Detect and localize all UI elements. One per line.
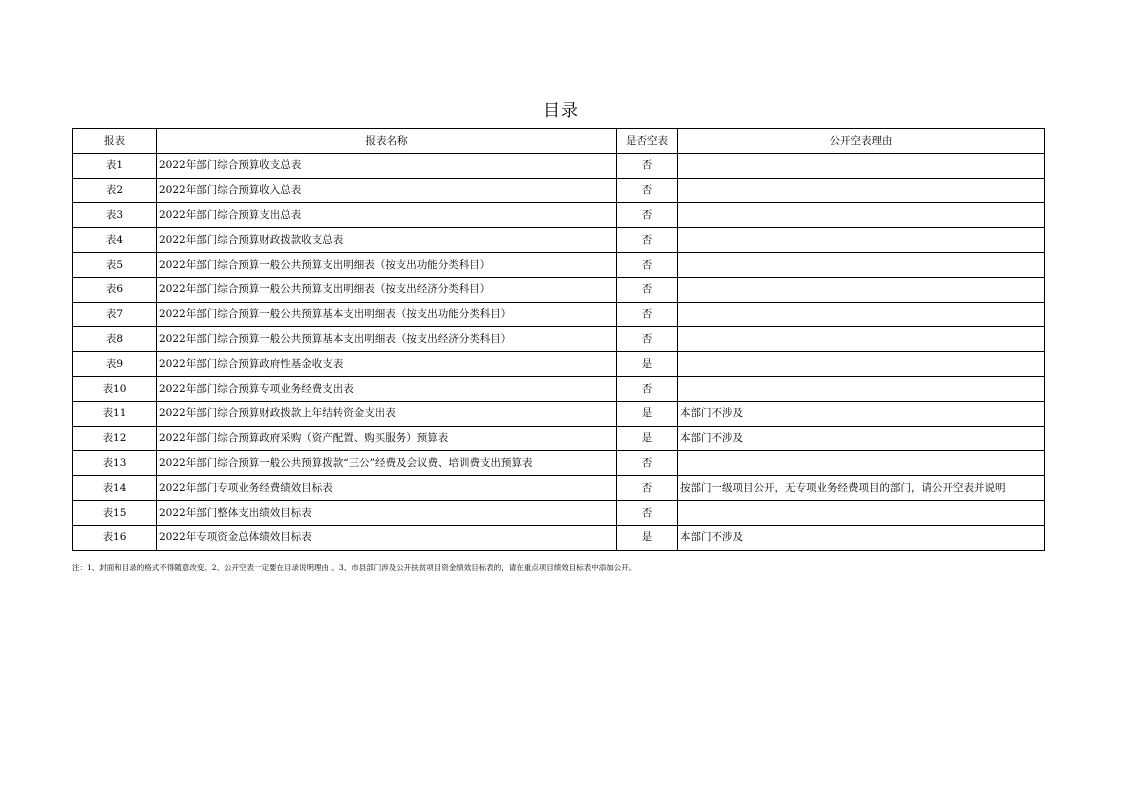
table-row bbox=[73, 203, 1045, 228]
header-empty-reason: 公开空表理由 bbox=[678, 129, 1045, 154]
empty-reason-cell bbox=[678, 153, 1045, 178]
report-id-cell: 表16 bbox=[73, 525, 157, 550]
table-row bbox=[73, 153, 1045, 178]
empty-reason-cell: 本部门不涉及 bbox=[678, 525, 1045, 550]
empty-reason-cell bbox=[678, 302, 1045, 327]
header-is-empty: 是否空表 bbox=[617, 129, 678, 154]
table-row bbox=[73, 525, 1045, 550]
report-id-cell: 表7 bbox=[73, 302, 157, 327]
is-empty-cell: 否 bbox=[617, 302, 678, 327]
is-empty-cell: 否 bbox=[617, 153, 678, 178]
directory-table bbox=[72, 128, 1045, 551]
report-name-cell: 2022年部门综合预算支出总表 bbox=[157, 203, 617, 228]
is-empty-cell: 是 bbox=[617, 401, 678, 426]
table-header-row bbox=[73, 129, 1045, 154]
empty-reason-cell bbox=[678, 327, 1045, 352]
report-id-cell: 表8 bbox=[73, 327, 157, 352]
empty-reason-cell bbox=[678, 178, 1045, 203]
empty-reason-cell: 本部门不涉及 bbox=[678, 401, 1045, 426]
report-id-cell: 表1 bbox=[73, 153, 157, 178]
empty-reason-cell bbox=[678, 203, 1045, 228]
table-row bbox=[73, 451, 1045, 476]
table-row bbox=[73, 228, 1045, 253]
table-row bbox=[73, 277, 1045, 302]
footnote: 注：1、封面和目录的格式不得随意改变。2、公开空表一定要在目录说明理由 。3、市县部门涉及公开扶贫项目资金绩效目标表的，请在重点项目绩效目标表中添加公开。 bbox=[72, 563, 637, 572]
table-row bbox=[73, 500, 1045, 525]
header-report-id: 报表 bbox=[73, 129, 157, 154]
report-name-cell: 2022年部门综合预算财政拨款收支总表 bbox=[157, 228, 617, 253]
is-empty-cell: 否 bbox=[617, 178, 678, 203]
table-row bbox=[73, 401, 1045, 426]
empty-reason-cell bbox=[678, 451, 1045, 476]
report-name-cell: 2022年部门综合预算政府性基金收支表 bbox=[157, 352, 617, 377]
table-row bbox=[73, 352, 1045, 377]
report-name-cell: 2022年部门综合预算收入总表 bbox=[157, 178, 617, 203]
empty-reason-cell: 按部门一级项目公开，无专项业务经费项目的部门，请公开空表并说明 bbox=[678, 476, 1045, 501]
report-id-cell: 表4 bbox=[73, 228, 157, 253]
is-empty-cell: 否 bbox=[617, 203, 678, 228]
is-empty-cell: 是 bbox=[617, 352, 678, 377]
is-empty-cell: 否 bbox=[617, 277, 678, 302]
report-id-cell: 表13 bbox=[73, 451, 157, 476]
table-row bbox=[73, 302, 1045, 327]
report-name-cell: 2022年部门综合预算一般公共预算基本支出明细表（按支出功能分类科目） bbox=[157, 302, 617, 327]
empty-reason-cell bbox=[678, 352, 1045, 377]
report-id-cell: 表11 bbox=[73, 401, 157, 426]
is-empty-cell: 否 bbox=[617, 228, 678, 253]
is-empty-cell: 否 bbox=[617, 252, 678, 277]
table-row bbox=[73, 327, 1045, 352]
report-name-cell: 2022年部门专项业务经费绩效目标表 bbox=[157, 476, 617, 501]
report-id-cell: 表2 bbox=[73, 178, 157, 203]
report-id-cell: 表9 bbox=[73, 352, 157, 377]
report-id-cell: 表10 bbox=[73, 376, 157, 401]
header-report-name: 报表名称 bbox=[157, 129, 617, 154]
report-id-cell: 表14 bbox=[73, 476, 157, 501]
empty-reason-cell: 本部门不涉及 bbox=[678, 426, 1045, 451]
is-empty-cell: 否 bbox=[617, 451, 678, 476]
is-empty-cell: 否 bbox=[617, 476, 678, 501]
is-empty-cell: 否 bbox=[617, 500, 678, 525]
empty-reason-cell bbox=[678, 500, 1045, 525]
report-name-cell: 2022年部门综合预算政府采购（资产配置、购买服务）预算表 bbox=[157, 426, 617, 451]
is-empty-cell: 否 bbox=[617, 376, 678, 401]
report-id-cell: 表15 bbox=[73, 500, 157, 525]
report-name-cell: 2022年部门综合预算财政拨款上年结转资金支出表 bbox=[157, 401, 617, 426]
table-row bbox=[73, 376, 1045, 401]
is-empty-cell: 是 bbox=[617, 525, 678, 550]
report-name-cell: 2022年部门综合预算收支总表 bbox=[157, 153, 617, 178]
report-id-cell: 表3 bbox=[73, 203, 157, 228]
is-empty-cell: 否 bbox=[617, 327, 678, 352]
table-row bbox=[73, 426, 1045, 451]
is-empty-cell: 是 bbox=[617, 426, 678, 451]
report-name-cell: 2022年部门综合预算一般公共预算拨款“三公”经费及会议费、培训费支出预算表 bbox=[157, 451, 617, 476]
report-id-cell: 表12 bbox=[73, 426, 157, 451]
report-name-cell: 2022年专项资金总体绩效目标表 bbox=[157, 525, 617, 550]
report-id-cell: 表5 bbox=[73, 252, 157, 277]
report-name-cell: 2022年部门综合预算一般公共预算支出明细表（按支出经济分类科目） bbox=[157, 277, 617, 302]
page-title: 目录 bbox=[543, 101, 579, 121]
empty-reason-cell bbox=[678, 228, 1045, 253]
empty-reason-cell bbox=[678, 277, 1045, 302]
report-name-cell: 2022年部门综合预算一般公共预算支出明细表（按支出功能分类科目） bbox=[157, 252, 617, 277]
report-name-cell: 2022年部门整体支出绩效目标表 bbox=[157, 500, 617, 525]
table-row bbox=[73, 178, 1045, 203]
table-row bbox=[73, 476, 1045, 501]
report-id-cell: 表6 bbox=[73, 277, 157, 302]
empty-reason-cell bbox=[678, 252, 1045, 277]
report-name-cell: 2022年部门综合预算专项业务经费支出表 bbox=[157, 376, 617, 401]
table-row bbox=[73, 252, 1045, 277]
report-name-cell: 2022年部门综合预算一般公共预算基本支出明细表（按支出经济分类科目） bbox=[157, 327, 617, 352]
empty-reason-cell bbox=[678, 376, 1045, 401]
